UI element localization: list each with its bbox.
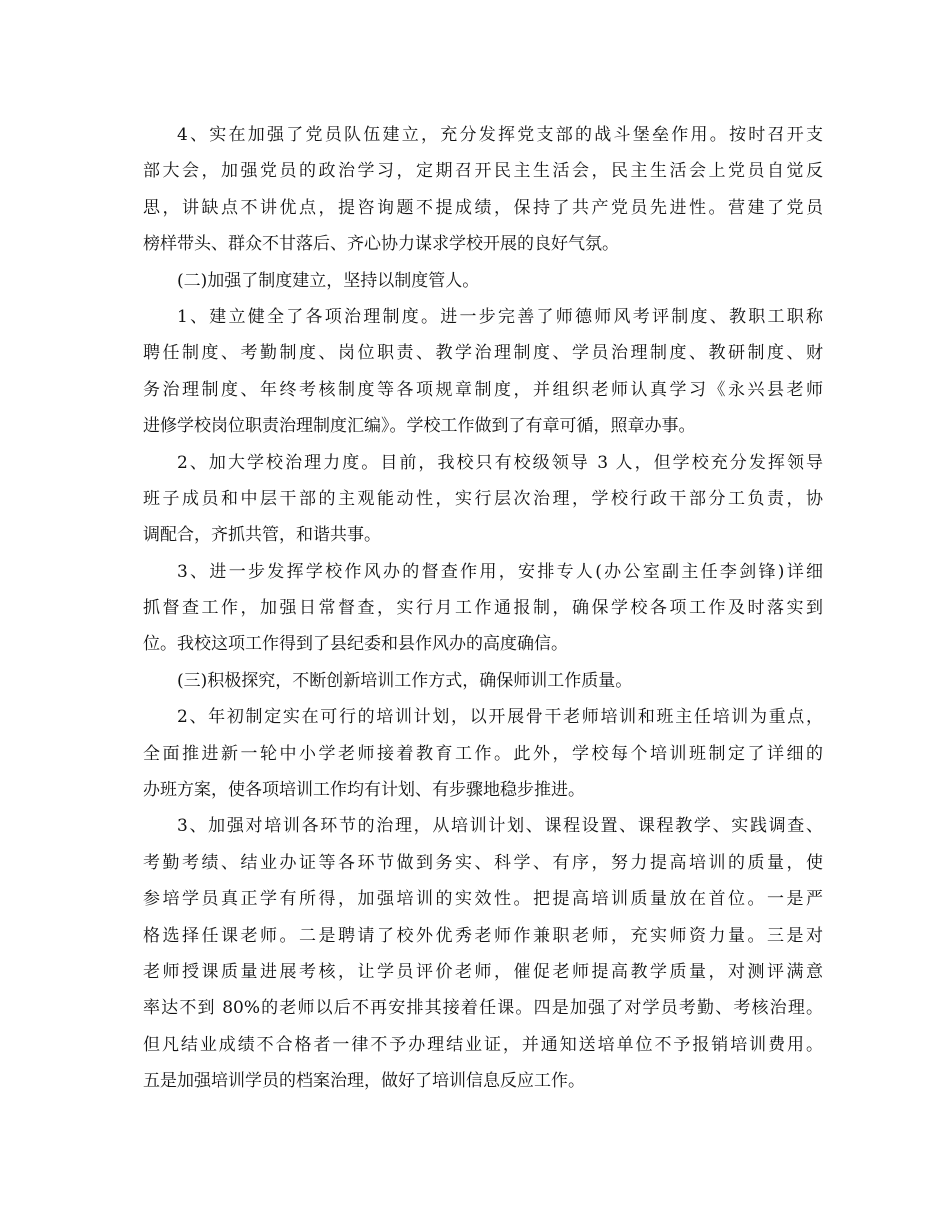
text-line: 位。我校这项工作得到了县纪委和县作风办的高度确信。	[143, 634, 568, 655]
text-line: 格选择任课老师。二是聘请了校外优秀老师作兼职老师，充实师资力量。三是对	[143, 925, 823, 946]
text-line: 进修学校岗位职责治理制度汇编》。学校工作做到了有章可循，照章办事。	[143, 416, 696, 437]
text-line: 五是加强培训学员的档案治理，做好了培训信息反应工作。	[143, 1071, 585, 1092]
text-line: 但凡结业成绩不合格者一律不予办理结业证，并通知送培单位不予报销培训费用。	[143, 1034, 823, 1055]
text-line: 班子成员和中层干部的主观能动性，实行层次治理，学校行政干部分工负责，协	[143, 488, 823, 509]
text-line: 聘任制度、考勤制度、岗位职责、教学治理制度、学员治理制度、教研制度、财	[143, 343, 823, 364]
text-line: 全面推进新一轮中小学老师接着教育工作。此外，学校每个培训班制定了详细的	[143, 743, 823, 764]
text-line: (二)加强了制度建立，坚持以制度管人。	[177, 270, 480, 291]
text-line: 3、进一步发挥学校作风办的督查作用，安排专人(办公室副主任李剑锋)详细	[177, 561, 823, 582]
text-line: 2、加大学校治理力度。目前，我校只有校级领导 3 人，但学校充分发挥领导	[177, 452, 823, 473]
text-line: 部大会，加强党员的政治学习，定期召开民主生活会，民主生活会上党员自觉反	[143, 161, 823, 182]
text-line: 务治理制度、年终考核制度等各项规章制度，并组织老师认真学习《永兴县老师	[143, 379, 823, 400]
text-line: 3、加强对培训各环节的治理，从培训计划、课程设置、课程教学、实践调查、	[177, 816, 823, 837]
text-line: (三)积极探究，不断创新培训工作方式，确保师训工作质量。	[177, 670, 633, 691]
text-line: 考勤考绩、结业办证等各环节做到务实、科学、有序，努力提高培训的质量，使	[143, 852, 823, 873]
text-line: 榜样带头、群众不甘落后、齐心协力谋求学校开展的良好气氛。	[143, 234, 619, 255]
text-line: 思，讲缺点不讲优点，提咨询题不提成绩，保持了共产党员先进性。营建了党员	[143, 197, 823, 218]
text-line: 1、建立健全了各项治理制度。进一步完善了师德师风考评制度、教职工职称	[177, 306, 823, 327]
text-line: 2、年初制定实在可行的培训计划，以开展骨干老师培训和班主任培训为重点，	[177, 707, 823, 728]
text-line: 率达不到 80%的老师以后不再安排其接着任课。四是加强了对学员考勤、考核治理。	[143, 998, 823, 1019]
document-body	[143, 117, 823, 1100]
text-line: 4、实在加强了党员队伍建立，充分发挥党支部的战斗堡垒作用。按时召开支	[177, 125, 823, 145]
text-line: 抓督查工作，加强日常督查，实行月工作通报制，确保学校各项工作及时落实到	[143, 598, 823, 619]
text-line: 办班方案，使各项培训工作均有计划、有步骤地稳步推进。	[143, 780, 585, 801]
text-line: 参培学员真正学有所得，加强培训的实效性。把提高培训质量放在首位。一是严	[143, 889, 823, 910]
text-line: 老师授课质量进展考核，让学员评价老师，催促老师提高教学质量，对测评满意	[143, 961, 823, 982]
text-line: 调配合，齐抓共管，和谐共事。	[143, 525, 381, 546]
